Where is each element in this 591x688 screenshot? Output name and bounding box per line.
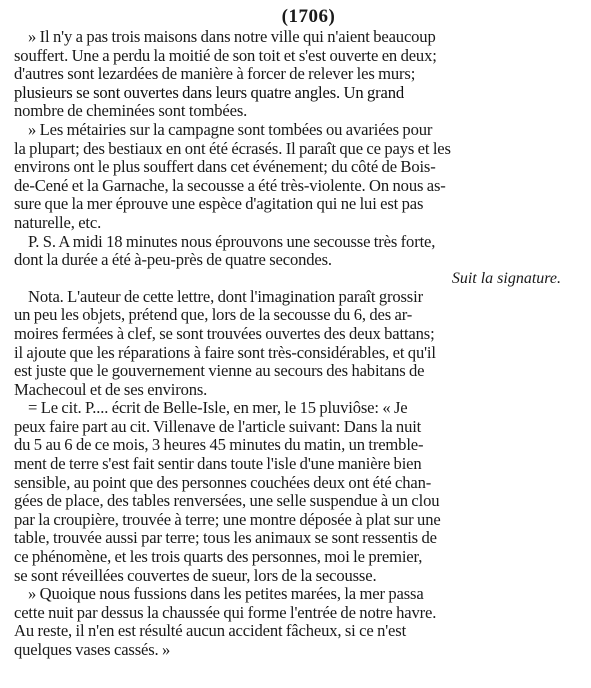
text-line: ce phénomène, et les trois quarts des personnes, moi le premier,	[14, 548, 423, 567]
text-line: cette nuit par dessus la chaussée qui forme l'entrée de notre havre.	[14, 603, 437, 622]
text-line: Au reste, il n'en est résulté aucun accident fâcheux, si ce n'est	[14, 622, 407, 641]
tides-paragraph	[14, 585, 589, 659]
text-line: table, trouvée aussi par terre; tous les animaux se sont ressentis de	[14, 529, 437, 548]
text-line: un peu les objets, prétend que, lors de la secousse du 6, des ar-	[14, 306, 413, 325]
text-line: peux faire part au cit. Villenave de l'article suivant: Dans la nuit	[14, 417, 422, 436]
text-line: environs ont le plus souffert dans cet événement; du côté de Bois-	[14, 158, 436, 177]
text-line: souffert. Une a perdu la moitié de son toit et s'est ouverte en deux;	[14, 46, 437, 65]
text-line: dont la durée a été à-peu-près de quatre secondes.	[14, 251, 332, 270]
text-line: se sont réveillées couvertes de sueur, lors de la secousse.	[14, 566, 377, 585]
text-line: » Il n'y a pas trois maisons dans notre ville qui n'aient beaucoup	[28, 28, 436, 46]
text-line: = Le cit. P.... écrit de Belle-Isle, en mer, le 15 pluviôse: « Je	[28, 399, 408, 418]
text-line: P. S. A midi 18 minutes nous éprouvons une secousse très forte,	[28, 232, 436, 251]
signature-note: Suit la signature.	[451, 269, 561, 287]
page-number: (1706)	[281, 6, 336, 27]
text-line: naturelle, etc.	[14, 213, 102, 232]
text-line: gées de place, des tables renversées, une selle suspendue à un clou	[14, 492, 440, 511]
text-line: est juste que le gouvernement vienne au secours des habitans de	[14, 362, 425, 381]
text-line: de-Cené et la Garnache, la secousse a été très-violente. On nous as-	[14, 176, 446, 195]
text-line: Machecoul et de ses environs.	[14, 380, 208, 399]
text-line: du 5 au 6 de ce mois, 3 heures 45 minutes du matin, un tremble-	[14, 436, 424, 455]
newspaper-page	[14, 6, 589, 682]
text-line: plusieurs se sont ouvertes dans leurs quatre angles. Un grand	[14, 83, 405, 102]
belle-isle-paragraph	[14, 399, 589, 585]
postscript-paragraph	[14, 233, 589, 270]
text-line: » Quoique nous fussions dans les petites marées, la mer passa	[28, 585, 424, 604]
text-line: par la croupière, trouvée à terre; une montre déposée à plat sur une	[14, 510, 441, 529]
letter-paragraph-damage	[14, 28, 589, 121]
text-line: sure que la mer éprouve une espèce d'agitation qui ne lui est pas	[14, 195, 424, 214]
text-line: sensible, au point que des personnes couchées deux ont été chan-	[14, 473, 432, 492]
text-line: moires fermées à clef, se sont trouvées ouvertes des deux battans;	[14, 324, 435, 343]
text-line: ment de terre s'est fait sentir dans toute l'isle d'une manière bien	[14, 455, 422, 474]
text-line: il ajoute que les réparations à faire sont très-considérables, et qu'il	[14, 343, 436, 362]
text-line: nombre de cheminées sont tombées.	[14, 102, 248, 121]
text-line: d'autres sont lezardées de manière à forcer de relever les murs;	[14, 65, 416, 84]
text-line: la plupart; des bestiaux en ont été écrasés. Il paraît que ce pays et les	[14, 139, 451, 158]
letter-paragraph-farms	[14, 121, 589, 233]
text-line: Nota. L'auteur de cette lettre, dont l'imagination paraît grossir	[28, 287, 423, 306]
text-line: quelques vases cassés. »	[14, 641, 171, 659]
editor-note-paragraph	[14, 288, 589, 400]
text-line: » Les métairies sur la campagne sont tombées ou avariées pour	[28, 120, 433, 139]
